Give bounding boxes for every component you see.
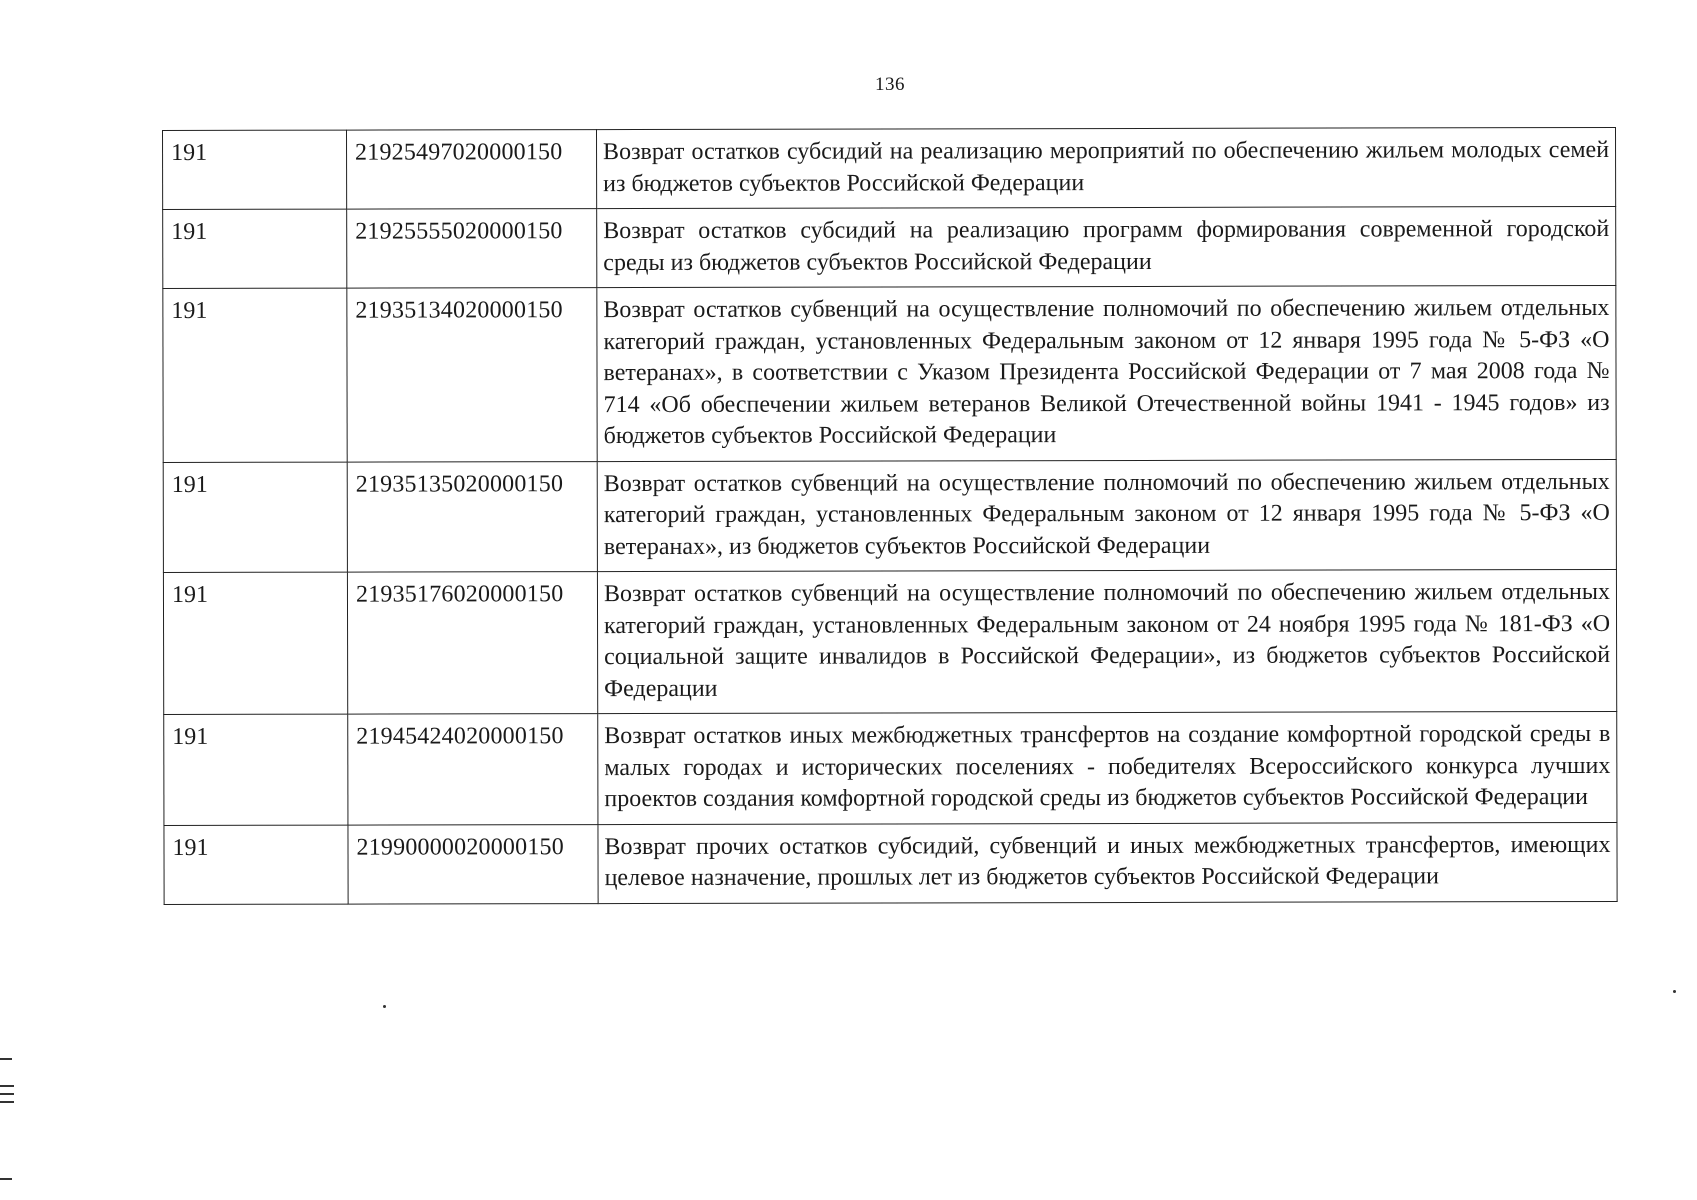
page-number: 136 bbox=[875, 74, 905, 95]
scan-mark bbox=[0, 1058, 12, 1060]
budget-code-cell: 21990000020000150 bbox=[348, 824, 598, 904]
budget-code-cell: 21935134020000150 bbox=[347, 288, 597, 462]
description-cell: Возврат остатков субвенций на осуществление полномочий по обеспечению жильем отдельных категорий граждан, установленных Федеральным законом от 24 ноября 1995 года № 181-ФЗ «О социальной защите инвалидов в Российской Федерации», из бюджетов субъектов Российской Федерации bbox=[597, 569, 1616, 713]
admin-code-cell: 191 bbox=[163, 462, 347, 573]
scan-mark bbox=[0, 1085, 14, 1087]
description-cell: Возврат остатков субсидий на реализацию программ формирования современной городской среды из бюджетов субъектов Российской Федерации bbox=[597, 206, 1616, 287]
table-row bbox=[164, 822, 1617, 904]
table-row bbox=[163, 127, 1616, 209]
table-row bbox=[163, 569, 1616, 714]
budget-code-cell: 21925497020000150 bbox=[347, 130, 597, 210]
budget-code-cell: 21925555020000150 bbox=[347, 209, 597, 289]
admin-code-cell: 191 bbox=[163, 288, 347, 462]
description-cell: Возврат прочих остатков субсидий, субвенций и иных межбюджетных трансфертов, имеющих целевое назначение, прошлых лет из бюджетов субъектов Российской Федерации bbox=[598, 822, 1617, 903]
scan-mark bbox=[0, 1093, 14, 1095]
scan-mark bbox=[0, 1101, 14, 1103]
table-row bbox=[163, 206, 1616, 288]
admin-code-cell: 191 bbox=[164, 825, 348, 904]
admin-code-cell: 191 bbox=[163, 130, 347, 209]
description-cell: Возврат остатков субсидий на реализацию мероприятий по обеспечению жильем молодых семей из бюджетов субъектов Российской Федерации bbox=[597, 127, 1616, 208]
table-row bbox=[163, 459, 1616, 573]
scan-mark bbox=[0, 1178, 12, 1180]
budget-code-cell: 21935135020000150 bbox=[347, 461, 597, 572]
description-cell: Возврат остатков субвенций на осуществление полномочий по обеспечению жильем отдельных категорий граждан, установленных Федеральным законом от 12 января 1995 года № 5-ФЗ «О ветеранах», в соответствии с Указом Президента Российской Федерации от 7 мая 2008 года № 714 «Об обеспечении жильем ветеранов Великой Отечественной войны 1941 - 1945 годов» из бюджетов субъектов Российской Федерации bbox=[597, 285, 1616, 461]
table-row bbox=[163, 285, 1616, 462]
admin-code-cell: 191 bbox=[163, 572, 347, 714]
admin-code-cell: 191 bbox=[164, 714, 348, 825]
budget-code-cell: 21945424020000150 bbox=[348, 714, 598, 825]
admin-code-cell: 191 bbox=[163, 209, 347, 288]
description-cell: Возврат остатков иных межбюджетных трансфертов на создание комфортной городской среды в малых городах и исторических поселениях - победителях Всероссийского конкурса лучших проектов создания комфортной городской среды из бюджетов субъектов Российской Федерации bbox=[598, 711, 1617, 824]
scan-mark bbox=[383, 1005, 386, 1008]
budget-code-cell: 21935176020000150 bbox=[347, 572, 597, 715]
budget-codes-table bbox=[162, 127, 1618, 905]
description-cell: Возврат остатков субвенций на осуществление полномочий по обеспечению жильем отдельных категорий граждан, установленных Федеральным законом от 12 января 1995 года № 5-ФЗ «О ветеранах», из бюджетов субъектов Российской Федерации bbox=[597, 459, 1616, 572]
table-row bbox=[164, 711, 1617, 825]
scan-mark bbox=[1673, 990, 1676, 993]
